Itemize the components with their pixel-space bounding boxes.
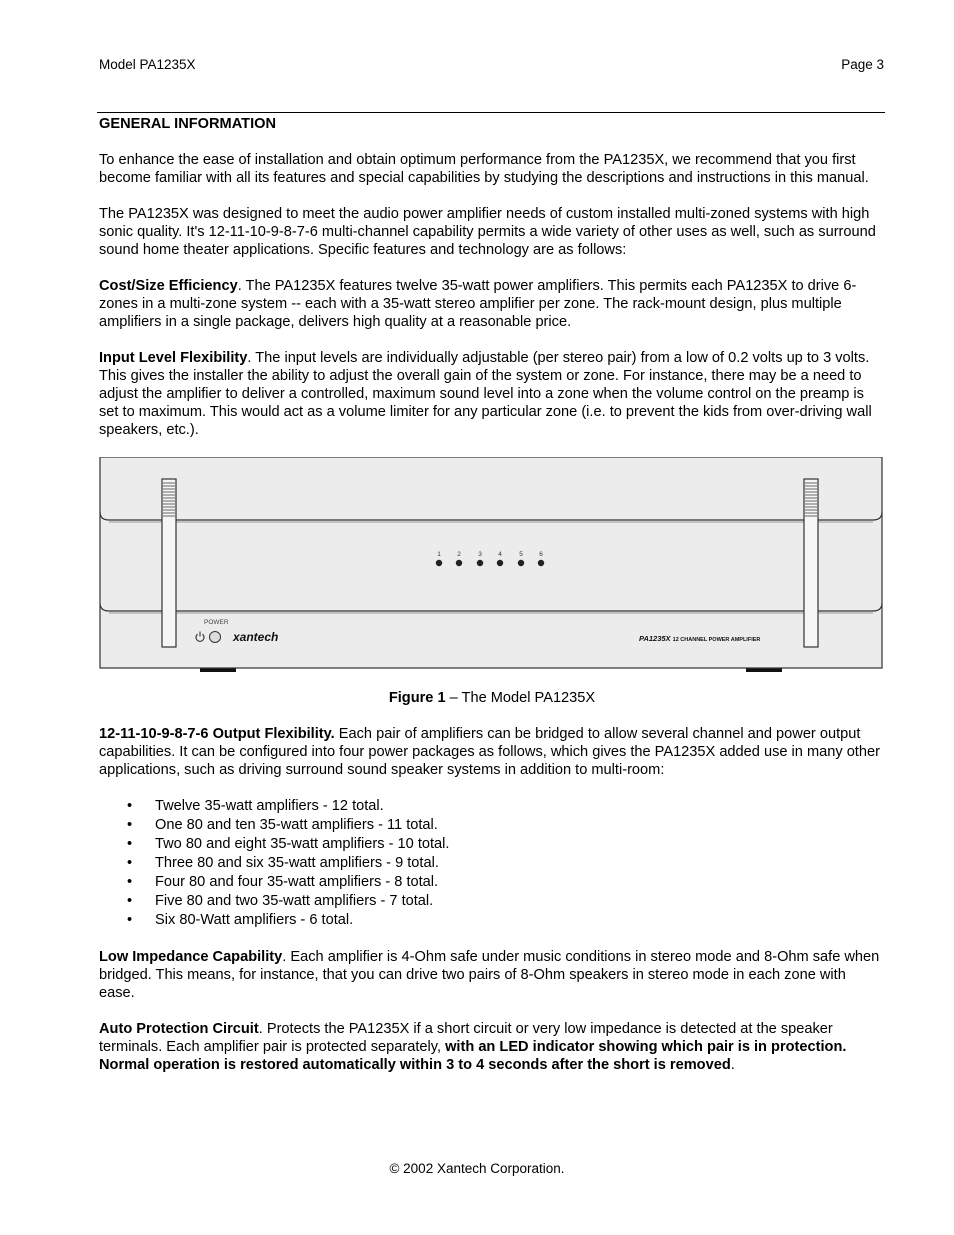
led-5 [518, 560, 524, 566]
protection-bold-text: with an LED indicator showing which pair is in protection. Normal operation is restored automatically within 3 to 4 seconds after the short is removed [99, 1039, 847, 1073]
left-rack-handle [162, 479, 176, 647]
impedance-title: Low Impedance Capability [99, 949, 283, 965]
amplifier-front-panel [99, 457, 885, 679]
configuration-list [99, 797, 885, 930]
impedance-paragraph [99, 948, 885, 1002]
cost-text: . The PA1235X features twelve 35-watt power amplifiers. This permits each PA1235X to drive 6-zones in a multi-zone system -- each with a 35-watt stereo amplifier per zone. The rack-mount design, plus multiple amplifiers in a single package, delivers high quality at a reasonable price. [99, 278, 857, 330]
led-label-3: 3 [478, 551, 482, 558]
header-model: Model PA1235X [99, 57, 196, 72]
header-rule [97, 112, 885, 113]
brand-logo: xantech [233, 630, 279, 644]
protection-paragraph [99, 1020, 885, 1074]
led-4 [497, 560, 503, 566]
list-item: • Six 80-Watt amplifiers - 6 total. [99, 911, 885, 930]
intro-paragraph: To enhance the ease of installation and obtain optimum performance from the PA1235X, we recommend that you first become familiar with all its features and special capabilities by studying the descriptions and instructions in this manual. [99, 152, 869, 186]
design-paragraph: The PA1235X was designed to meet the audio power amplifier needs of custom installed multi-zoned systems with high sonic quality. It's 12-11-10-9-8-7-6 multi-channel capability permits a wide variety of other uses as well, such as surround sound home theater applications. Specific features and technology are as follows: [99, 206, 876, 258]
led-1 [436, 560, 442, 566]
led-label-2: 2 [457, 551, 461, 558]
footer-copyright: © 2002 Xantech Corporation. [389, 1161, 565, 1176]
protection-text: . Protects the PA1235X if a short circuit or very low impedance is detected at the speaker terminals. Each amplifier pair is protected separately, [99, 1021, 833, 1055]
list-item: • Three 80 and six 35-watt amplifiers - 9 total. [99, 854, 885, 873]
figure-caption [99, 689, 885, 707]
led-2 [456, 560, 462, 566]
cost-title: Cost/Size Efficiency [99, 278, 238, 294]
model-description: 12 CHANNEL POWER AMPLIFIER [672, 637, 761, 643]
input-text: . The input levels are individually adjustable (per stereo pair) from a low of 0.2 volts up to 3 volts. This gives the installer the ability to adjust the overall gain of the system or zone. For instance, there may be a need to adjust the amplifier to deliver a controlled, maximum sound level into a zone when the volume control on the preamp is set to maximum. This would act as a volume limiter for any particular zone (i.e. to prevent the kids from over-driving wall speakers, etc.). [99, 350, 872, 438]
page-content [99, 115, 885, 1092]
led-label-1: 1 [437, 551, 441, 558]
list-item: • Five 80 and two 35-watt amplifiers - 7 total. [99, 892, 885, 911]
protection-title: Auto Protection Circuit [99, 1021, 259, 1037]
figure-label: Figure 1 [388, 690, 446, 706]
right-rack-handle [804, 479, 818, 647]
figure-caption-text: – The Model PA1235X [445, 690, 596, 706]
protection-end: . [730, 1057, 735, 1073]
led-3 [477, 560, 483, 566]
list-item: • Four 80 and four 35-watt amplifiers - 8 total. [99, 873, 885, 892]
output-title: 12-11-10-9-8-7-6 Output Flexibility. [99, 726, 335, 742]
header-page-number: Page 3 [841, 57, 884, 72]
led-6 [538, 560, 544, 566]
input-paragraph [99, 349, 885, 439]
led-label-4: 4 [498, 551, 502, 558]
amplifier-figure [99, 457, 885, 679]
output-paragraph [99, 725, 885, 779]
power-button[interactable] [210, 632, 221, 643]
impedance-text: . Each amplifier is 4-Ohm safe under music conditions in stereo mode and 8-Ohm safe when bridged. This means, for instance, that you can drive two pairs of 8-Ohm speakers in stereo mode in each zone with ease. [99, 949, 880, 1001]
input-title: Input Level Flexibility [99, 350, 248, 366]
model-name: PA1235X [639, 634, 671, 643]
list-item: • Two 80 and eight 35-watt amplifiers - 10 total. [99, 835, 885, 854]
cost-paragraph [99, 277, 885, 331]
led-label-5: 5 [519, 551, 523, 558]
led-label-6: 6 [539, 551, 543, 558]
power-label: POWER [204, 619, 229, 626]
section-title: GENERAL INFORMATION [99, 116, 277, 132]
output-text: Each pair of amplifiers can be bridged to allow several channel and power output capabilities. It can be configured into four power packages as follows, which gives the PA1235X added use in many other applications, such as driving surround sound speaker systems in addition to multi-room: [99, 726, 880, 778]
list-item: • One 80 and ten 35-watt amplifiers - 11 total. [99, 816, 885, 835]
list-item: • Twelve 35-watt amplifiers - 12 total. [99, 797, 885, 816]
